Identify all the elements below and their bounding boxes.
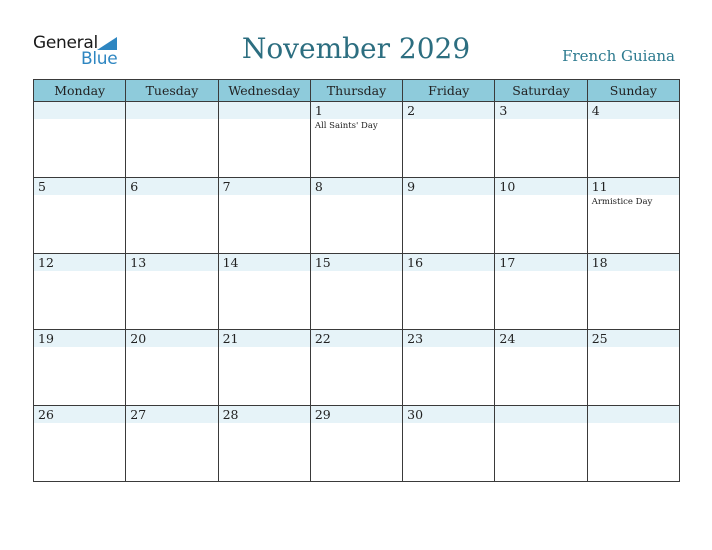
holiday-label: Armistice Day — [591, 197, 653, 207]
day-number: 7 — [222, 179, 231, 194]
week-row — [34, 254, 680, 330]
day-number-strip — [588, 102, 679, 119]
day-number: 18 — [591, 255, 608, 270]
day-number-strip — [403, 178, 494, 195]
day-cell — [495, 102, 587, 178]
weekday-tuesday: Tuesday — [126, 80, 218, 102]
day-number-strip — [311, 178, 402, 195]
day-number-strip — [588, 406, 679, 423]
day-number: 4 — [591, 103, 600, 118]
weekday-thursday: Thursday — [310, 80, 402, 102]
day-cell — [310, 406, 402, 482]
day-cell — [310, 254, 402, 330]
day-cell — [126, 330, 218, 406]
day-number-strip — [126, 102, 217, 119]
day-number: 6 — [130, 179, 139, 194]
day-number-strip — [219, 102, 310, 119]
day-cell — [403, 406, 495, 482]
weekday-saturday: Saturday — [495, 80, 587, 102]
day-number-strip — [219, 178, 310, 195]
day-cell — [34, 178, 126, 254]
day-cell — [495, 254, 587, 330]
day-cell — [218, 330, 310, 406]
holiday-label: All Saints' Day — [314, 121, 378, 131]
day-number: 10 — [499, 179, 516, 194]
day-number: 16 — [407, 255, 424, 270]
weekday-wednesday: Wednesday — [218, 80, 310, 102]
day-number: 19 — [38, 331, 54, 346]
day-number: 23 — [407, 331, 424, 346]
day-number-strip — [311, 102, 402, 119]
day-cell — [126, 406, 218, 482]
day-cell — [587, 178, 679, 254]
day-number: 14 — [222, 255, 239, 270]
day-number: 26 — [38, 407, 54, 422]
weekday-header-row — [34, 80, 680, 102]
day-number: 24 — [499, 331, 516, 346]
day-cell — [495, 330, 587, 406]
day-number-strip — [495, 102, 586, 119]
day-number: 13 — [130, 255, 147, 270]
week-row — [34, 178, 680, 254]
day-cell — [126, 102, 218, 178]
day-cell — [310, 330, 402, 406]
day-number: 28 — [222, 407, 239, 422]
day-cell — [218, 254, 310, 330]
calendar-title: November 2029 — [241, 32, 471, 65]
day-cell — [34, 330, 126, 406]
day-number-strip — [34, 178, 125, 195]
week-row — [34, 102, 680, 178]
day-cell — [495, 178, 587, 254]
day-number: 12 — [38, 255, 54, 270]
day-number-strip — [34, 102, 125, 119]
day-number-strip — [495, 406, 586, 423]
weekday-friday: Friday — [403, 80, 495, 102]
day-number: 17 — [499, 255, 516, 270]
day-number: 5 — [38, 179, 46, 194]
week-row — [34, 330, 680, 406]
day-number: 21 — [222, 331, 239, 346]
day-number: 1 — [314, 103, 323, 118]
day-number: 25 — [591, 331, 608, 346]
day-cell — [34, 254, 126, 330]
weekday-sunday: Sunday — [587, 80, 679, 102]
weekday-monday: Monday — [34, 80, 126, 102]
week-row — [34, 406, 680, 482]
day-cell — [34, 406, 126, 482]
day-number: 2 — [407, 103, 416, 118]
day-cell — [587, 254, 679, 330]
calendar-body — [34, 102, 680, 482]
day-cell — [403, 254, 495, 330]
day-cell — [495, 406, 587, 482]
day-cell — [218, 102, 310, 178]
day-number: 15 — [314, 255, 331, 270]
day-cell — [310, 102, 402, 178]
logo-text-general: General — [33, 33, 98, 53]
day-cell — [126, 178, 218, 254]
day-number-strip — [403, 102, 494, 119]
day-cell — [403, 102, 495, 178]
day-cell — [126, 254, 218, 330]
day-cell — [218, 178, 310, 254]
day-cell — [403, 330, 495, 406]
day-number: 27 — [130, 407, 147, 422]
day-cell — [587, 330, 679, 406]
day-number: 3 — [499, 103, 508, 118]
day-cell — [587, 102, 679, 178]
day-number: 20 — [130, 331, 147, 346]
day-cell — [310, 178, 402, 254]
day-number: 9 — [407, 179, 416, 194]
region-label: French Guiana — [562, 47, 675, 65]
day-number: 8 — [314, 179, 323, 194]
day-cell — [34, 102, 126, 178]
day-number-strip — [126, 178, 217, 195]
day-number: 22 — [314, 331, 331, 346]
calendar-grid — [33, 79, 680, 482]
day-number: 30 — [407, 407, 424, 422]
day-cell — [587, 406, 679, 482]
day-cell — [218, 406, 310, 482]
day-number: 11 — [591, 179, 608, 194]
logo-text-blue: Blue — [81, 49, 118, 69]
day-number: 29 — [314, 407, 331, 422]
day-cell — [403, 178, 495, 254]
